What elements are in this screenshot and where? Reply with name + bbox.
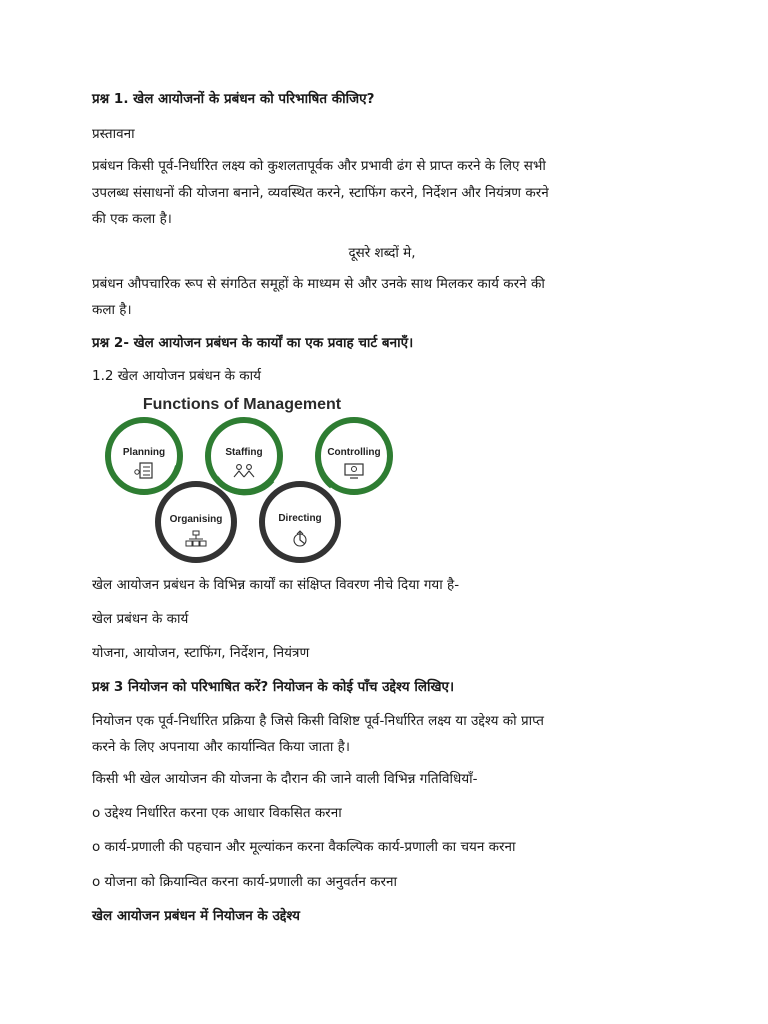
diagram-rings (92, 394, 404, 566)
node-planning: Planning (122, 447, 166, 458)
after-diagram-line3: योजना, आयोजन, स्टाफिंग, निर्देशन, नियंत्रण (92, 645, 310, 661)
q3-para1-line1: नियोजन एक पूर्व-निर्धारित प्रक्रिया है जिसे किसी विशिष्ट पूर्व-निर्धारित लक्ष्य या उद्देश्य को प्राप्त (92, 713, 544, 729)
question-1-heading: प्रश्न 1. खेल आयोजनों के प्रबंधन को परिभाषित कीजिए? (92, 91, 375, 107)
team-icon (233, 462, 255, 480)
objectives-heading: खेल आयोजन प्रबंधन में नियोजन के उद्देश्य (92, 908, 300, 924)
q1-para2-line2: कला है। (92, 302, 132, 318)
q1-para1-line1: प्रबंधन किसी पूर्व-निर्धारित लक्ष्य को कुशलतापूर्वक और प्रभावी ढंग से प्राप्त करने के लिए सभी (92, 158, 546, 174)
q1-para2-line1: प्रबंधन औपचारिक रूप से संगठित समूहों के माध्यम से और उनके साथ मिलकर कार्य करने की (92, 276, 545, 292)
q1-para1-line3: की एक कला है। (92, 211, 172, 227)
intro-label: प्रस्तावना (92, 126, 135, 142)
question-2-heading: प्रश्न 2- खेल आयोजन प्रबंधन के कार्यों का एक प्रवाह चार्ट बनाएँ। (92, 335, 414, 351)
activity-bullet-3: o योजना को क्रियान्वित करना कार्य-प्रणाली का अनुवर्तन करना (92, 874, 397, 890)
functions-of-management-diagram (92, 394, 404, 566)
checklist-icon (134, 462, 156, 480)
activities-intro: किसी भी खेल आयोजन की योजना के दौरान की जाने वाली विभिन्न गतिविधियाँ- (92, 771, 478, 787)
node-controlling: Controlling (327, 447, 381, 458)
in-other-words: दूसरे शब्दों मे, (348, 245, 416, 261)
q1-para1-line2: उपलब्ध संसाधनों की योजना बनाने, व्यवस्थित करने, स्टाफिंग करने, निर्देशन और नियंत्रण करने (92, 185, 549, 201)
after-diagram-line1: खेल आयोजन प्रबंधन के विभिन्न कार्यों का संक्षिप्त विवरण नीचे दिया गया है- (92, 577, 460, 593)
node-directing: Directing (278, 513, 322, 524)
activity-bullet-1: o उद्देश्य निर्धारित करना एक आधार विकसित करना (92, 805, 342, 821)
q3-para1-line2: करने के लिए अपनाया और कार्यान्वित किया जाता है। (92, 739, 350, 755)
question-3-heading: प्रश्न 3 नियोजन को परिभाषित करें? नियोजन के कोई पाँच उद्देश्य लिखिए। (92, 679, 455, 695)
monitor-icon (343, 462, 365, 480)
node-organising: Organising (169, 514, 223, 525)
diagram-title: Functions of Management (142, 396, 342, 413)
node-staffing: Staffing (225, 447, 263, 458)
org-chart-icon (185, 530, 207, 548)
after-diagram-line2: खेल प्रबंधन के कार्य (92, 611, 189, 627)
direction-icon (289, 530, 311, 548)
q2-subheading: 1.2 खेल आयोजन प्रबंधन के कार्य (92, 368, 262, 384)
activity-bullet-2: o कार्य-प्रणाली की पहचान और मूल्यांकन करना वैकल्पिक कार्य-प्रणाली का चयन करना (92, 839, 516, 855)
